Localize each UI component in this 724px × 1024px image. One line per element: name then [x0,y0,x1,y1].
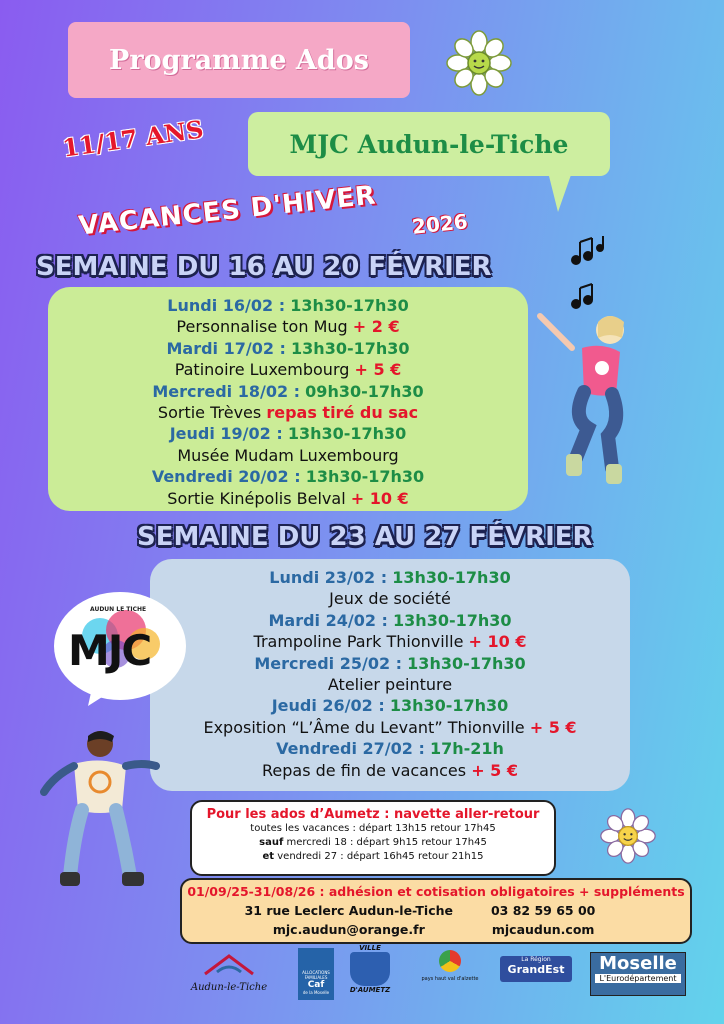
info-box [180,878,692,944]
activity-label: Sortie Kinépolis Belval [167,488,346,508]
price-label: + 10 € [350,488,409,508]
address: 31 rue Leclerc Audun-le-Tiche [244,903,454,918]
bubble-tail [548,172,572,212]
activity-line [48,402,528,423]
navette-title: Pour les ados d’Aumetz : navette aller-retour [206,807,540,822]
org-name: MJC Audun-le-Tiche [289,129,569,159]
audun-logo-icon [199,952,259,978]
dancing-boy-illustration [34,726,164,892]
caf-text: Caf [307,980,325,990]
website-link[interactable]: mjcaudun.com [491,922,595,937]
audun-logo-text: Audun-le-Tiche [190,982,268,993]
activity-line [48,488,528,509]
mjc-logo-top-text: AUDUN LE TICHE [90,606,147,613]
title-banner [68,22,410,98]
activity-label: Atelier peinture [327,675,453,695]
caf-top-text: ALLOCATIONS FAMILIALES [302,970,330,980]
activity-line [48,316,528,337]
day-label: Lundi 23/02 : [269,568,388,587]
time-label: 13h30-17h30 [305,467,425,487]
activity-label: Sortie Trèves [157,403,262,423]
activity-label: Exposition “L’Âme du Levant” Thionville [203,717,525,737]
day-line [150,610,630,631]
activity-label: Personnalise ton Mug [176,317,348,337]
activity-label: Repas de fin de vacances [262,760,467,780]
day-label: Mercredi 18/02 : [152,381,301,401]
time-label: 13h30-17h30 [389,696,509,716]
page-title: Programme Ados [109,44,369,76]
day-line [150,653,630,674]
navette-line1: toutes les vacances : départ 13h15 retour 17h45 [250,823,496,834]
day-line [48,295,528,316]
day-label: Lundi 16/02 : [167,296,286,315]
activity-line [150,674,630,695]
region-text: GrandEst [507,963,565,976]
time-label: 09h30-17h30 [305,381,424,401]
day-label: Mercredi 25/02 : [254,653,403,673]
navette-box [190,800,556,876]
flower-icon [446,30,512,96]
price-label: repas tiré du sac [266,403,419,423]
day-line [150,695,630,716]
navette-line3: et vendredi 27 : départ 16h45 retour 21h15 [262,851,484,862]
price-label: + 5 € [529,717,577,737]
day-line [48,423,528,444]
activity-line [150,631,630,652]
day-label: Jeudi 26/02 : [271,696,385,716]
time-label: 13h30-17h30 [393,610,512,630]
price-label: + 5 € [354,360,402,380]
day-line [150,567,630,588]
flower-icon [600,808,656,864]
ccpha-text: pays haut val d'alzette [421,976,479,982]
time-label: 13h30-17h30 [290,296,409,315]
day-label: Vendredi 20/02 : [151,467,301,487]
time-label: 13h30-17h30 [407,653,526,673]
navette-line2: sauf mercredi 18 : départ 9h15 retour 17h45 [259,837,487,848]
dancing-girl-illustration [532,308,642,488]
week2-heading: SEMAINE DU 23 AU 27 FÉVRIER [137,522,593,552]
time-label: 13h30-17h30 [287,424,407,444]
logo-region [500,956,572,982]
day-label: Vendredi 27/02 : [276,739,425,759]
logo-ccpha [420,950,480,1000]
phone: 03 82 59 65 00 [490,903,596,918]
region-top-text: La Région [521,956,551,963]
mjc-logo-text: MJC [68,626,151,675]
activity-line [48,359,528,380]
logo-moselle [590,952,686,996]
membership-text: 01/09/25-31/08/26 : adhésion et cotisation obligatoires + suppléments [187,884,685,899]
activity-label: Patinoire Luxembourg [174,360,350,380]
week1-schedule [48,287,528,511]
activity-line [150,760,630,781]
time-label: 17h-21h [429,739,504,759]
age-range: 11/17 ANS [60,114,206,163]
caf-sub-text: de la Moselle [302,990,330,995]
activity-label: Jeux de société [329,589,451,609]
activity-line [150,588,630,609]
activity-line [150,717,630,738]
day-line [48,338,528,359]
price-label: + 2 € [352,317,400,337]
vacation-title: VACANCES D'HIVER [77,180,378,242]
moselle-text: Moselle [599,953,677,974]
aumetz-text: D'AUMETZ [349,986,391,994]
price-label: + 10 € [468,632,527,652]
day-line [150,738,630,759]
day-label: Mardi 24/02 : [268,610,388,630]
org-bubble [248,112,610,176]
music-notes-icon [570,234,610,314]
day-label: Mardi 17/02 : [166,338,286,358]
activity-label: Trampoline Park Thionville [253,632,464,652]
moselle-sub-text: L'Eurodépartement [595,974,681,983]
activity-label: Musée Mudam Luxembourg [177,445,399,465]
day-line [48,466,528,487]
logo-aumetz [344,944,396,1002]
contact-row-1 [182,903,690,918]
ccpha-icon [439,950,461,972]
time-label: 13h30-17h30 [291,338,410,358]
aumetz-shield-icon [350,952,390,986]
day-line [48,381,528,402]
logo-audun [186,952,272,1002]
email-link[interactable]: mjc.audun@orange.fr [272,922,425,937]
aumetz-top-text: VILLE [359,944,381,952]
week2-schedule [150,559,630,791]
vacation-year: 2026 [410,209,469,239]
contact-row-2 [182,922,690,937]
activity-line [48,445,528,466]
week1-heading: SEMAINE DU 16 AU 20 FÉVRIER [36,252,492,282]
price-label: + 5 € [471,760,518,780]
time-label: 13h30-17h30 [392,568,511,587]
day-label: Jeudi 19/02 : [169,424,283,444]
logo-caf [298,948,334,1000]
